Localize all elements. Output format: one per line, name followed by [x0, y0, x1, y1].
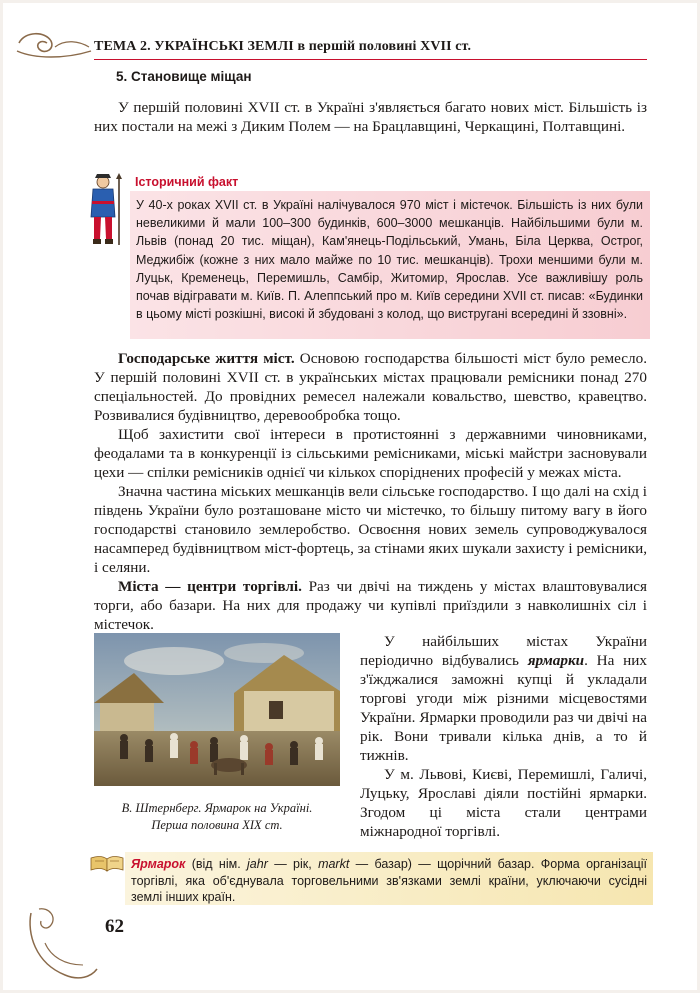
swirl-ornament-icon — [15, 29, 93, 65]
trade-paragraph-1 — [94, 577, 647, 634]
economy-text-1: Основою господарства більшості міст було ремесло. У першій половині XVII ст. в українських містах працювали ремісники понад 270 спеціальностей. До провідних ремесел належали ковальство, шевство, кравецтво. Розвивалися будівництво, деревообробка тощо. — [94, 350, 647, 424]
glossary-text — [131, 856, 647, 906]
chapter-header — [94, 39, 646, 55]
glossary-def-c: — базар) — щорічний базар. Форма організації торгівлі, яка об'єднувала торговельними зв'язками землі країни, уключаючи сусідні землі інших країн. — [131, 857, 648, 904]
economy-heading: Господарське життя міст. — [118, 350, 295, 367]
section-title: 5. Становище міщан — [116, 69, 252, 84]
trade-text-1: Раз чи двічі на тиждень у містах влаштовувалися торги, або базари. На них для продажу чи купівлі приїздили з навколишніх сіл і містечок. — [94, 578, 647, 633]
fairs-text-before: У найбільших містах України періодично відбувались — [360, 633, 647, 669]
main-text — [94, 349, 647, 634]
glossary-def-a: (від нім. — [185, 857, 248, 871]
economy-paragraph-3: Значна частина міських мешканців вели сільське господарство. І що далі на схід і південь України було розташоване місто чи містечко, то більшу питому вагу в його господарстві становило землеробство. Освоєння нових земель супроводжувалося насамперед будівництвом міст-фортець, за стінами яких шукали захисту і ремісники, і селяни. — [94, 483, 647, 576]
fairs-paragraph-1 — [360, 632, 647, 765]
fairs-term: ярмарки — [527, 652, 585, 669]
page-number: 62 — [105, 916, 124, 937]
textbook-page — [3, 3, 697, 990]
cossack-figure-icon — [83, 173, 127, 247]
caption-line-2: Перша половина XIX ст. — [151, 818, 283, 832]
glossary-word-2: markt — [318, 857, 350, 871]
chapter-subtitle: в першій половині XVII ст. — [297, 39, 472, 54]
figure-caption — [94, 800, 340, 834]
glossary-word-1: jahr — [247, 857, 268, 871]
economy-paragraph-2: Щоб захистити свої інтереси в протистоянні з державними чиновниками, феодалами та в конкуренції із сільськими ремісниками, міські майстри засновували цехи — спілки ремісників однієї чи кількох споріднених професій у межах міста. — [94, 426, 647, 481]
intro-text — [94, 98, 647, 136]
glossary-term: Ярмарок — [131, 857, 186, 871]
swirl-ornament-bottom-icon — [25, 903, 99, 983]
trade-heading: Міста — центри торгівлі. — [118, 578, 302, 595]
fair-painting-image — [94, 633, 340, 786]
fairs-text-after: . На них з'їжджалися заможні купці й укладали торгові угоди між різними місцевостями України. Ярмарки проводили раз чи двічі на рік. Вони тривали кілька днів, а то й тижнів. — [360, 652, 647, 764]
glossary-def-b: — рік, — [267, 857, 319, 871]
historical-fact-label: Історичний факт — [135, 175, 239, 189]
intro-paragraph: У першій половині XVII ст. в Україні з'являється багато нових міст. Більшість із них постали на межі з Диким Полем — на Брацлавщині, Черкащині, Полтавщині. — [94, 99, 647, 135]
fairs-paragraph-2: У м. Львові, Києві, Перемишлі, Галичі, Луцьку, Ярославі діяли постійні ярмарки. Згодом ці міста стали центрами міжнародної торгівлі. — [360, 766, 647, 840]
chapter-title: ТЕМА 2. УКРАЇНСЬКІ ЗЕМЛІ — [94, 39, 294, 54]
economy-paragraph-1 — [94, 349, 647, 425]
historical-fact-text: У 40-х роках XVII ст. в Україні налічувалося 970 міст і містечок. Більшість із них були невеликими й мали 100–300 будинків, 600–3000 мешканців. Найбільшими були м. Львів (понад 20 тис. міщан), Кам'янець-Подільський, Умань, Біла Церква, Острог, Меджибіж (кожне з них мало майже по 10 тис. мешканців). Трохи меншими були м. Луцьк, Кременець, Перемишль, Самбір, Житомир, Ярослав. Усе важливішу роль почав відігравати м. Київ. П. Алеппський про м. Київ середини XVII ст. писав: «Будинки в цьому місті розкішні, високі й збудовані з колод, що вистругані всередині й ззовні». — [136, 198, 643, 322]
caption-line-1: В. Штернберг. Ярмарок на Україні. — [121, 801, 313, 815]
header-divider — [94, 59, 647, 60]
side-text — [360, 632, 647, 841]
open-book-icon — [89, 854, 125, 872]
